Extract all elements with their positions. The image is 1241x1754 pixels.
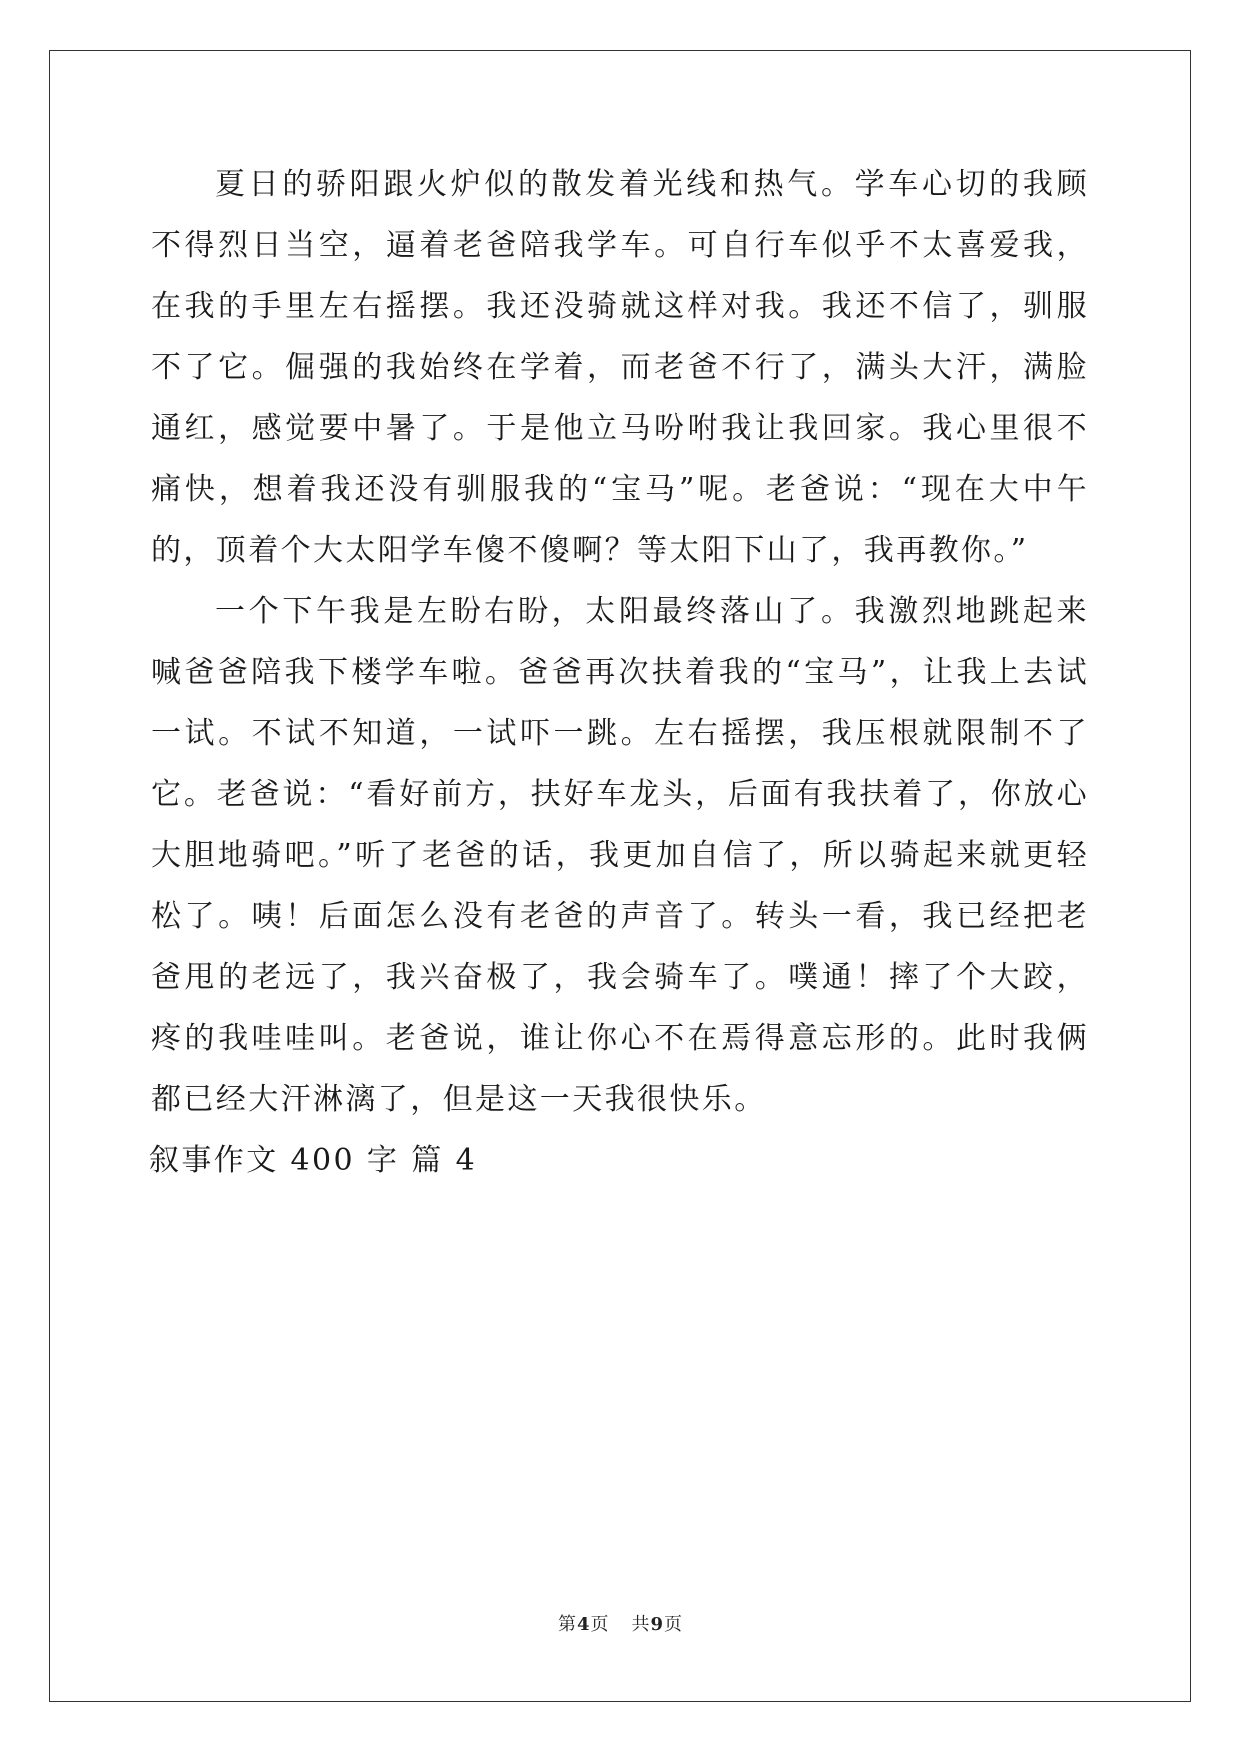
footer-total-prefix: 共 — [631, 1614, 651, 1635]
section-heading: 叙事作文 400 字 篇 4 — [149, 1143, 478, 1178]
footer-page-suffix: 页 — [590, 1614, 610, 1635]
footer-prefix: 第 — [557, 1614, 577, 1635]
total-page-count: 9 — [650, 1614, 665, 1635]
document-body — [151, 154, 1089, 1191]
paragraph-2: 一个下午我是左盼右盼，太阳最终落山了。我激烈地跳起来喊爸爸陪我下楼学车啦。爸爸再次扶着我的“宝马”，让我上去试一试。不试不知道，一试吓一跳。左右摇摆，我压根就限制不了它。老爸说：“看好前方，扶好车龙头，后面有我扶着了，你放心大胆地骑吧。”听了老爸的话，我更加自信了，所以骑起来就更轻松了。咦！后面怎么没有老爸的声音了。转头一看，我已经把老爸甩的老远了，我兴奋极了，我会骑车了。噗通！摔了个大跤，疼的我哇哇叫。老爸说，谁让你心不在焉得意忘形的。此时我俩都已经大汗淋漓了，但是这一天我很快乐。 — [151, 594, 1089, 1117]
paragraph-1: 夏日的骄阳跟火炉似的散发着光线和热气。学车心切的我顾不得烈日当空，逼着老爸陪我学车。可自行车似乎不太喜爱我，在我的手里左右摇摆。我还没骑就这样对我。我还不信了，驯服不了它。倔强的我始终在学着，而老爸不行了，满头大汗，满脸通红，感觉要中暑了。于是他立马吩咐我让我回家。我心里很不痛快，想着我还没有驯服我的“宝马”呢。老爸说：“现在大中午的，顶着个大太阳学车傻不傻啊？等太阳下山了，我再教你。” — [151, 167, 1089, 568]
page-footer — [0, 1610, 1241, 1636]
current-page-number: 4 — [576, 1614, 591, 1635]
footer-total-suffix: 页 — [664, 1614, 684, 1635]
